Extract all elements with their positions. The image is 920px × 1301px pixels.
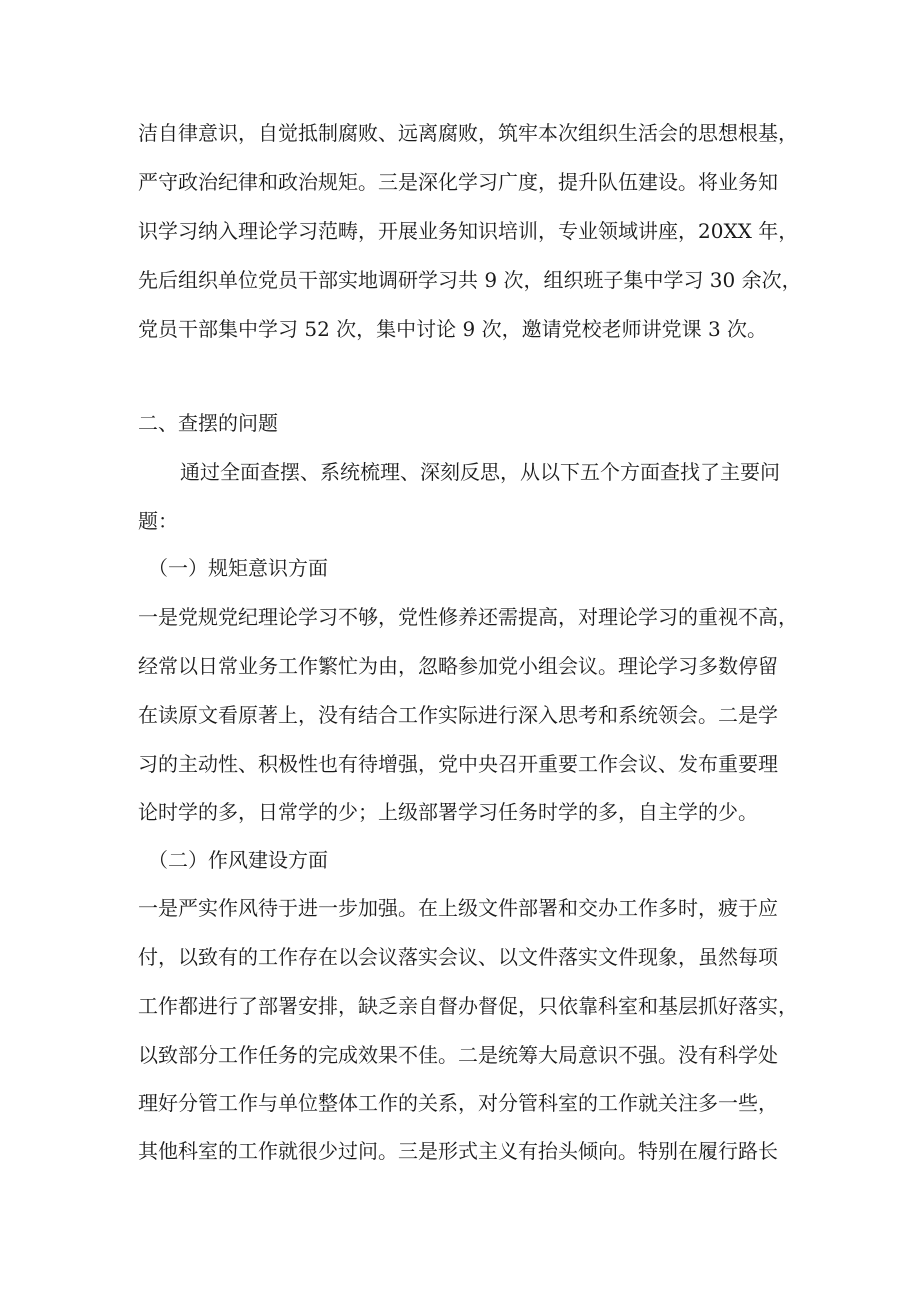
subsection-line: 一是党规党纪理论学习不够，党性修养还需提高，对理论学习的重视不高，	[138, 605, 798, 629]
intro-line: 党员干部集中学习 52 次，集中讨论 9 次，邀请党校老师讲党课 3 次。	[138, 317, 768, 341]
intro-line: 先后组织单位党员干部实地调研学习共 9 次，组织班子集中学习 30 余次，	[138, 268, 802, 292]
intro-line: 严守政治纪律和政治规矩。三是深化学习广度，提升队伍建设。将业务知	[138, 170, 778, 194]
subsection-line: 以致部分工作任务的完成效果不佳。二是统筹大局意识不强。没有科学处	[138, 1043, 778, 1067]
intro-line: 洁自律意识，自觉抵制腐败、远离腐败，筑牢本次组织生活会的思想根基，	[138, 121, 798, 145]
subsection-line: 一是严实作风待于进一步加强。在上级文件部署和交办工作多时，疲于应	[138, 896, 778, 920]
subsection-line: 论时学的多，日常学的少；上级部署学习任务时学的多，自主学的少。	[138, 800, 758, 824]
subsection-line: 付，以致有的工作存在以会议落实会议、以文件落实文件现象，虽然每项	[138, 945, 778, 969]
subsection-line: 经常以日常业务工作繁忙为由，忽略参加党小组会议。理论学习多数停留	[138, 654, 778, 678]
subsection-line: 习的主动性、积极性也有待增强，党中央召开重要工作会议、发布重要理	[138, 752, 778, 776]
subsection-line: 工作都进行了部署安排，缺乏亲自督办督促，只依靠科室和基层抓好落实，	[138, 994, 798, 1018]
section-heading: 二、查摆的问题	[138, 411, 278, 435]
subsection-line: 在读原文看原著上，没有结合工作实际进行深入思考和系统领会。二是学	[138, 703, 778, 727]
subsection-heading: （二）作风建设方面	[148, 848, 328, 872]
section-intro-line: 通过全面查摆、系统梳理、深刻反思，从以下五个方面查找了主要问	[180, 460, 780, 484]
subsection-line: 理好分管工作与单位整体工作的关系，对分管科室的工作就关注多一些，	[138, 1091, 778, 1115]
subsection-heading: （一）规矩意识方面	[148, 556, 328, 580]
section-intro-line: 题：	[138, 509, 178, 533]
subsection-line: 其他科室的工作就很少过问。三是形式主义有抬头倾向。特别在履行路长	[138, 1139, 778, 1163]
intro-line: 识学习纳入理论学习范畴，开展业务知识培训，专业领域讲座，20XX 年，	[138, 219, 799, 243]
